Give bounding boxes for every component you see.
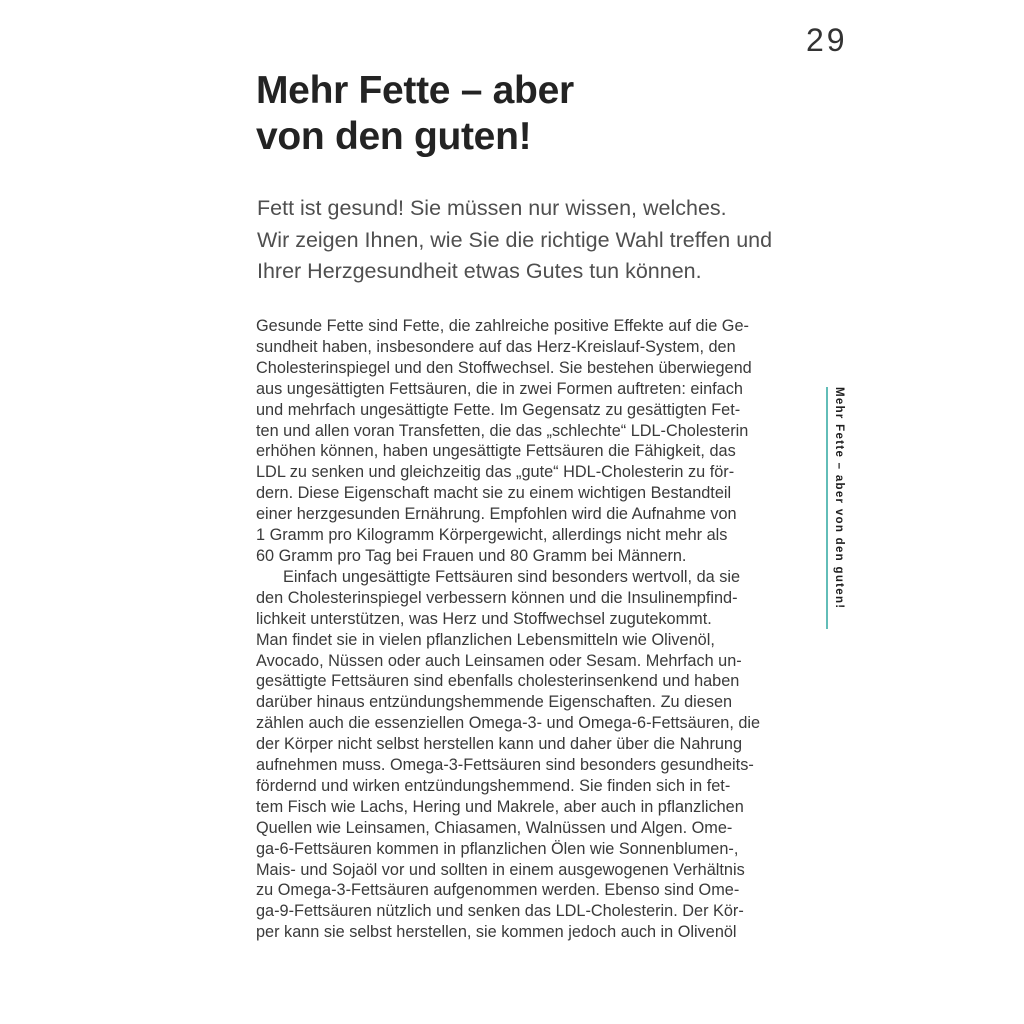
body-line: und mehrfach ungesättigte Fette. Im Gegensatz zu gesättigten Fet- xyxy=(256,400,741,419)
page-number: 29 xyxy=(806,22,848,58)
body-line: aus ungesättigten Fettsäuren, die in zwei Formen auftreten: einfach xyxy=(256,379,743,398)
body-line: Cholesterinspiegel und den Stoffwechsel. Sie bestehen überwiegend xyxy=(256,358,752,377)
body-line: den Cholesterinspiegel verbessern können und die Insulinempfind- xyxy=(256,588,738,607)
body-line: ga-9-Fettsäuren nützlich und senken das LDL-Cholesterin. Der Kör- xyxy=(256,902,744,921)
body-line: Mais- und Sojaöl vor und sollten in einem ausgewogenen Verhältnis xyxy=(256,860,745,879)
body-text xyxy=(256,316,816,943)
margin-tab-label: Mehr Fette – aber von den guten! xyxy=(833,387,845,610)
body-line: dern. Diese Eigenschaft macht sie zu einem wichtigen Bestandteil xyxy=(256,484,732,503)
body-line: tem Fisch wie Lachs, Hering und Makrele, aber auch in pflanzlichen xyxy=(256,797,744,816)
body-line: einer herzgesunden Ernährung. Empfohlen wird die Aufnahme von xyxy=(256,505,737,524)
intro-paragraph xyxy=(257,193,772,288)
body-line: sundheit haben, insbesondere auf das Herz-Kreislauf-System, den xyxy=(256,337,736,356)
body-line: LDL zu senken und gleichzeitig das „gute“ HDL-Cholesterin zu för- xyxy=(256,463,735,482)
page-title xyxy=(256,68,574,160)
body-line: Avocado, Nüssen oder auch Leinsamen oder Sesam. Mehrfach un- xyxy=(256,651,742,670)
intro-line: Wir zeigen Ihnen, wie Sie die richtige Wahl treffen und xyxy=(257,227,773,252)
body-line: Gesunde Fette sind Fette, die zahlreiche positive Effekte auf die Ge- xyxy=(256,317,749,335)
body-line: zählen auch die essenziellen Omega-3- und Omega-6-Fettsäuren, die xyxy=(256,714,761,733)
intro-line: Ihrer Herzgesundheit etwas Gutes tun können. xyxy=(257,259,702,284)
margin-rule xyxy=(826,387,828,629)
body-line: 1 Gramm pro Kilogramm Körpergewicht, allerdings nicht mehr als xyxy=(256,526,728,545)
intro-line: Fett ist gesund! Sie müssen nur wissen, welches. xyxy=(257,196,727,220)
body-line: aufnehmen muss. Omega-3-Fettsäuren sind besonders gesundheits- xyxy=(256,756,754,775)
body-line: gesättigte Fettsäuren sind ebenfalls cholesterinsenkend und haben xyxy=(256,672,740,691)
page-title-line-1: Mehr Fette – aber xyxy=(256,69,574,112)
body-line: der Körper nicht selbst herstellen kann und daher über die Nahrung xyxy=(256,735,743,754)
body-line: darüber hinaus entzündungshemmende Eigenschaften. Zu diesen xyxy=(256,693,733,712)
body-line: per kann sie selbst herstellen, sie kommen jedoch auch in Olivenöl xyxy=(256,923,737,942)
margin-tab xyxy=(826,387,845,629)
page-title-line-2: von den guten! xyxy=(256,115,532,158)
body-line: ga-6-Fettsäuren kommen in pflanzlichen Ölen wie Sonnenblumen-, xyxy=(256,839,739,858)
body-line: zu Omega-3-Fettsäuren aufgenommen werden. Ebenso sind Ome- xyxy=(256,881,740,900)
body-line: erhöhen können, haben ungesättigte Fettsäuren die Fähigkeit, das xyxy=(256,442,736,461)
body-line: 60 Gramm pro Tag bei Frauen und 80 Gramm bei Männern. xyxy=(256,546,687,565)
body-line: Einfach ungesättigte Fettsäuren sind besonders wertvoll, da sie xyxy=(283,567,741,586)
body-line: Man findet sie in vielen pflanzlichen Lebensmitteln wie Olivenöl, xyxy=(256,630,715,649)
body-line: fördernd und wirken entzündungshemmend. Sie finden sich in fet- xyxy=(256,776,731,795)
body-line: ten und allen voran Transfetten, die das „schlechte“ LDL-Cholesterin xyxy=(256,421,749,440)
body-line: lichkeit unterstützen, was Herz und Stoffwechsel zugutekommt. xyxy=(256,609,712,628)
body-line: Quellen wie Leinsamen, Chiasamen, Walnüssen und Algen. Ome- xyxy=(256,818,733,837)
